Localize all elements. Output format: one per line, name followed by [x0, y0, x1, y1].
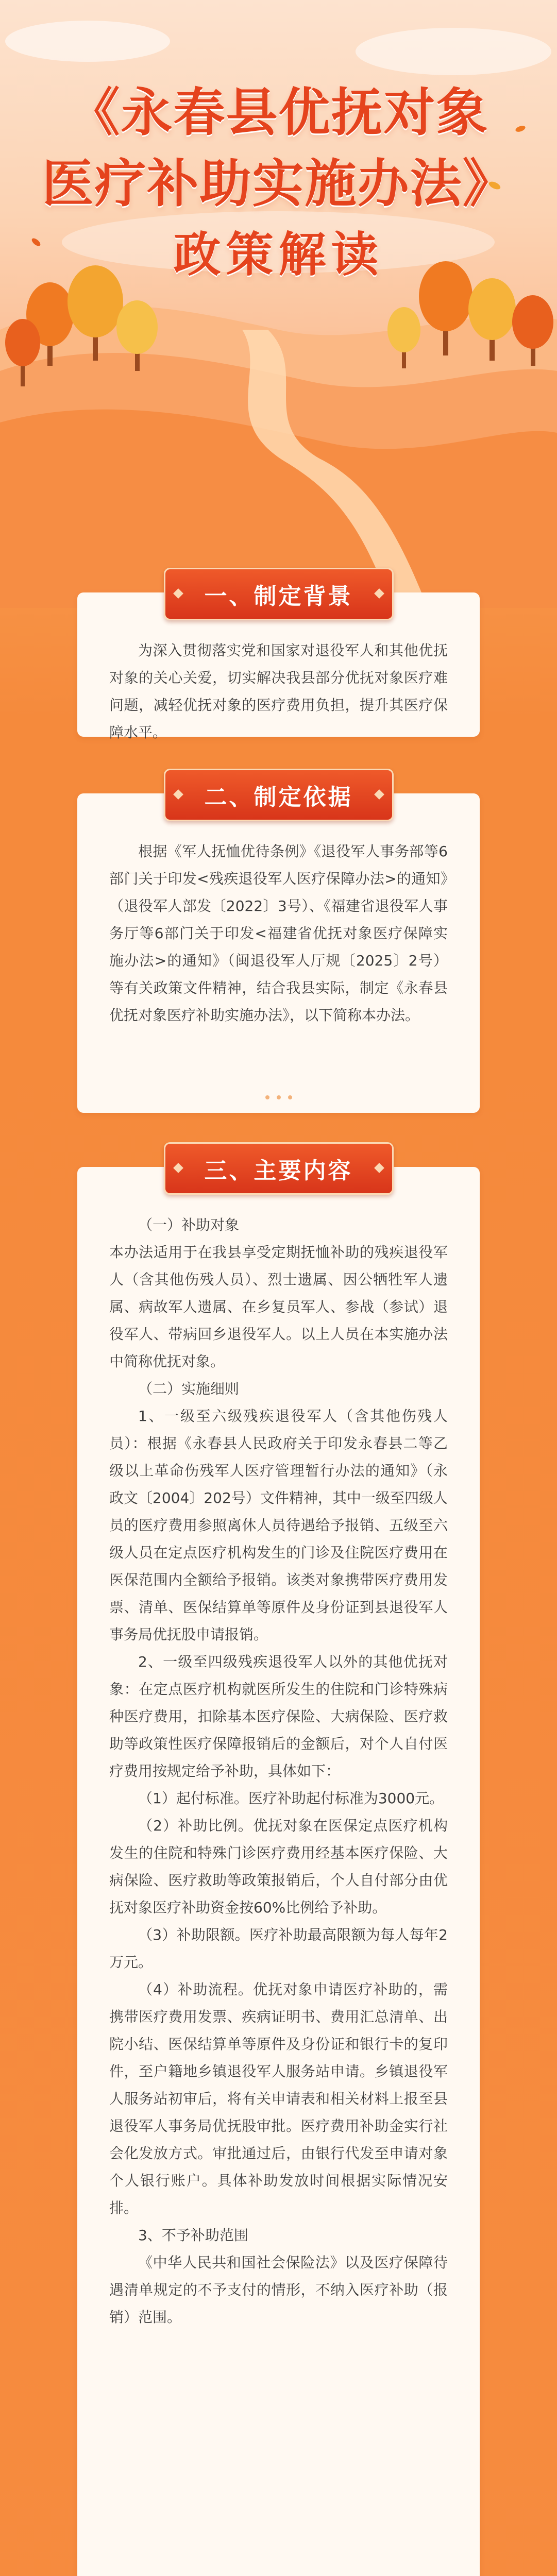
paragraph: 2、一级至四级残疾退役军人以外的其他优抚对象：在定点医疗机构就医所发生的住院和门诊特殊病种医疗费用，扣除基本医疗保险、大病保险、医疗救助等政策性医疗保障报销后的金额后，对个人自付医疗费用按规定给予补助，具体如下：	[109, 1653, 448, 1780]
hero-banner	[0, 0, 557, 608]
paragraph: （4）补助流程。优抚对象申请医疗补助的，需携带医疗费用发票、疾病证明书、费用汇总清单、出院小结、医保结算单等原件及身份证和银行卡的复印件，至户籍地乡镇退役军人服务站申请。乡镇退役军人服务站初审后，将有关申请表和相关材料上报至县退役军人事务局优抚股审批。医疗费用补助金实行社会化发放方式。审批通过后，由银行代发至申请对象个人银行账户。具体补助发放时间根据实际情况安排。	[109, 1981, 448, 2216]
subheading: （一）补助对象	[138, 1216, 240, 1233]
title-line-1: 《永春县优抚对象	[68, 82, 489, 143]
section-heading: 三、主要内容	[204, 1158, 353, 1184]
paragraph: （1）起付标准。医疗补助起付标准为3000元。	[138, 1790, 444, 1807]
section-body	[109, 838, 448, 1029]
title-line-2: 医疗补助实施办法》	[42, 154, 515, 214]
paragraph: 根据《军人抚恤优待条例》《退役军人事务部等6部门关于印发<残疾退役军人医疗保障办法>的通知》（退役军人部发〔2022〕3号）、《福建省退役军人事务厅等6部门关于印发<福建省优抚对象医疗保障实施办法>的通知》（闽退役军人厅规〔2025〕2号）等有关政策文件精神，结合我县实际，制定《永春县优抚对象医疗补助实施办法》，以下简称本办法。	[109, 843, 448, 1024]
paragraph: 《中华人民共和国社会保险法》以及医疗保障待遇清单规定的不予支付的情形，不纳入医疗补助（报销）范围。	[109, 2254, 448, 2326]
page-title	[0, 77, 557, 291]
paragraph: 本办法适用于在我县享受定期抚恤补助的残疾退役军人（含其他伤残人员）、烈士遗属、因公牺牲军人遗属、病故军人遗属、在乡复员军人、参战（参试）退役军人、带病回乡退役军人。以上人员在本实施办法中简称优抚对象。	[109, 1244, 448, 1370]
section-body	[109, 637, 448, 746]
section-basis	[77, 784, 480, 1113]
decorative-dots	[265, 1095, 292, 1099]
section-heading-badge	[164, 1142, 394, 1195]
section-heading-badge	[164, 769, 394, 821]
title-line-3: 政策解读	[173, 227, 384, 282]
section-heading-badge	[164, 568, 394, 620]
paragraph: 为深入贯彻落实党和国家对退役军人和其他优抚对象的关心关爱，切实解决我县部分优抚对象医疗难问题，减轻优抚对象的医疗费用负担，提升其医疗保障水平。	[109, 642, 448, 741]
section-background	[77, 583, 480, 741]
paragraph: （3）补助限额。医疗补助最高限额为每人每年2万元。	[109, 1926, 448, 1971]
section-heading: 一、制定背景	[204, 583, 353, 609]
paragraph: （2）补助比例。优抚对象在医保定点医疗机构发生的住院和特殊门诊医疗费用经基本医疗保险、大病保险、医疗救助等政策报销后，个人自付部分由优抚对象医疗补助资金按60%比例给予补助。	[109, 1817, 448, 1916]
section-main-content	[77, 1158, 480, 2576]
section-heading: 二、制定依据	[204, 784, 353, 810]
subheading: （二）实施细则	[138, 1380, 240, 1397]
paragraph: 1、一级至六级残疾退役军人（含其他伤残人员）：根据《永春县人民政府关于印发永春县二等乙级以上革命伤残军人医疗管理暂行办法的通知》（永政文〔2004〕202号）文件精神，其中一级至四级人员的医疗费用参照离休人员待遇给予报销、五级至六级人员在定点医疗机构发生的门诊及住院医疗费用在医保范围内全额给予报销。该类对象携带医疗费用发票、清单、医保结算单等原件及身份证到县退役军人事务局优抚股申请报销。	[109, 1408, 448, 1643]
subheading: 3、不予补助范围	[138, 2227, 248, 2244]
section-body	[109, 1211, 448, 2331]
